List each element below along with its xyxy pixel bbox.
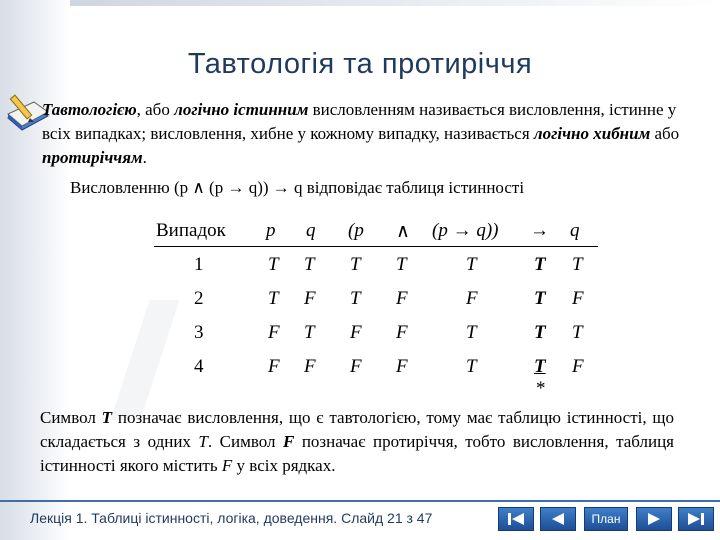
- background-decor-stroke: [111, 300, 180, 420]
- row2-q2: F: [572, 288, 584, 309]
- row2-p: T: [268, 288, 279, 309]
- last-slide-button[interactable]: [678, 507, 714, 531]
- header-q: q: [306, 220, 316, 241]
- row4-result: T: [534, 356, 546, 377]
- footer-divider: [0, 500, 720, 502]
- row2-q: F: [304, 288, 316, 309]
- row3-q2: T: [572, 322, 583, 343]
- header-arrow: →: [530, 220, 549, 241]
- header-case: Випадок: [156, 220, 226, 241]
- top-decor-bar: [0, 0, 720, 6]
- symbol-F: F: [283, 432, 295, 451]
- row3-p: F: [268, 322, 280, 343]
- definition-text-1: , або: [136, 100, 175, 119]
- header-q-result: q: [570, 220, 580, 241]
- first-slide-button[interactable]: [498, 507, 534, 531]
- row4-col-p: F: [350, 356, 362, 377]
- term-logically-false: логічно хибним: [533, 124, 651, 143]
- skip-forward-icon: [686, 511, 706, 527]
- symbol-F-plain: F: [221, 456, 233, 475]
- definition-paragraph: [42, 98, 682, 170]
- next-slide-button[interactable]: [636, 507, 672, 531]
- row1-q2: T: [572, 254, 583, 275]
- previous-slide-button[interactable]: [540, 507, 576, 531]
- table-marker: *: [536, 378, 546, 399]
- row1-and: T: [396, 254, 407, 275]
- row1-p: T: [268, 254, 279, 275]
- arrow-left-icon: [548, 511, 568, 527]
- row1-result: T: [534, 254, 546, 275]
- symbol-T-plain: T: [198, 432, 208, 451]
- row1-col-p: T: [350, 254, 361, 275]
- conclusion-text-4: позначає протиріччя, тобто висловлення, таблиця істинності якого містить: [40, 432, 674, 475]
- formula-intro: Висловленню (p ∧ (p → q)) → q відповідає таблиця істинності: [70, 178, 525, 197]
- row3-and: F: [396, 322, 408, 343]
- plan-button[interactable]: План: [584, 507, 628, 531]
- row3-col-p: F: [350, 322, 362, 343]
- definition-text-4: .: [142, 148, 147, 167]
- row4-impl: T: [466, 356, 477, 377]
- conclusion-paragraph: [40, 406, 674, 478]
- row2-and: F: [396, 288, 408, 309]
- row3-result: T: [534, 322, 546, 343]
- conclusion-text-1: Символ: [40, 408, 102, 427]
- header-and: ∧: [396, 221, 410, 242]
- header-p: p: [266, 220, 276, 241]
- table-header-rule: [154, 246, 598, 247]
- header-open-p: (p: [348, 220, 364, 241]
- row3-impl: T: [466, 322, 477, 343]
- definition-text-2: висловленням називається висловлення, істинне у всіх випадках; висловлення, хибне у кожному випадку, називається: [42, 100, 677, 143]
- symbol-T: T: [101, 408, 113, 427]
- row3-case: 3: [194, 322, 204, 343]
- conclusion-text-3: . Символ: [207, 432, 283, 451]
- row4-and: F: [396, 356, 408, 377]
- row2-impl: F: [466, 288, 478, 309]
- slide-title: Тавтологія та протиріччя: [187, 48, 533, 80]
- arrow-right-icon: [644, 511, 664, 527]
- term-logically-true: логічно істинним: [174, 100, 309, 119]
- term-contradiction: протиріччям: [42, 148, 143, 167]
- footer-caption: Лекція 1. Таблиці істинності, логіка, доведення. Слайд 21 з 47: [30, 510, 433, 526]
- conclusion-text-2: позначає висловлення, що є тавтологією, тому має таблицю істинності, що складається з одних: [40, 408, 674, 451]
- row2-result: T: [534, 288, 546, 309]
- row4-q2: F: [572, 356, 584, 377]
- definition-text-3: або: [650, 124, 680, 143]
- row4-p: F: [268, 356, 280, 377]
- row1-q: T: [304, 254, 315, 275]
- row2-col-p: T: [350, 288, 361, 309]
- row3-q: T: [304, 322, 315, 343]
- row1-impl: T: [466, 254, 477, 275]
- skip-back-icon: [506, 511, 526, 527]
- row2-case: 2: [194, 288, 204, 309]
- conclusion-text-5: у всіх рядках.: [232, 456, 336, 475]
- header-implication: (p → q)): [432, 220, 499, 241]
- row1-case: 1: [194, 254, 204, 275]
- row4-q: F: [304, 356, 316, 377]
- term-tautology: Тавтологією: [42, 100, 137, 119]
- row4-case: 4: [194, 356, 204, 377]
